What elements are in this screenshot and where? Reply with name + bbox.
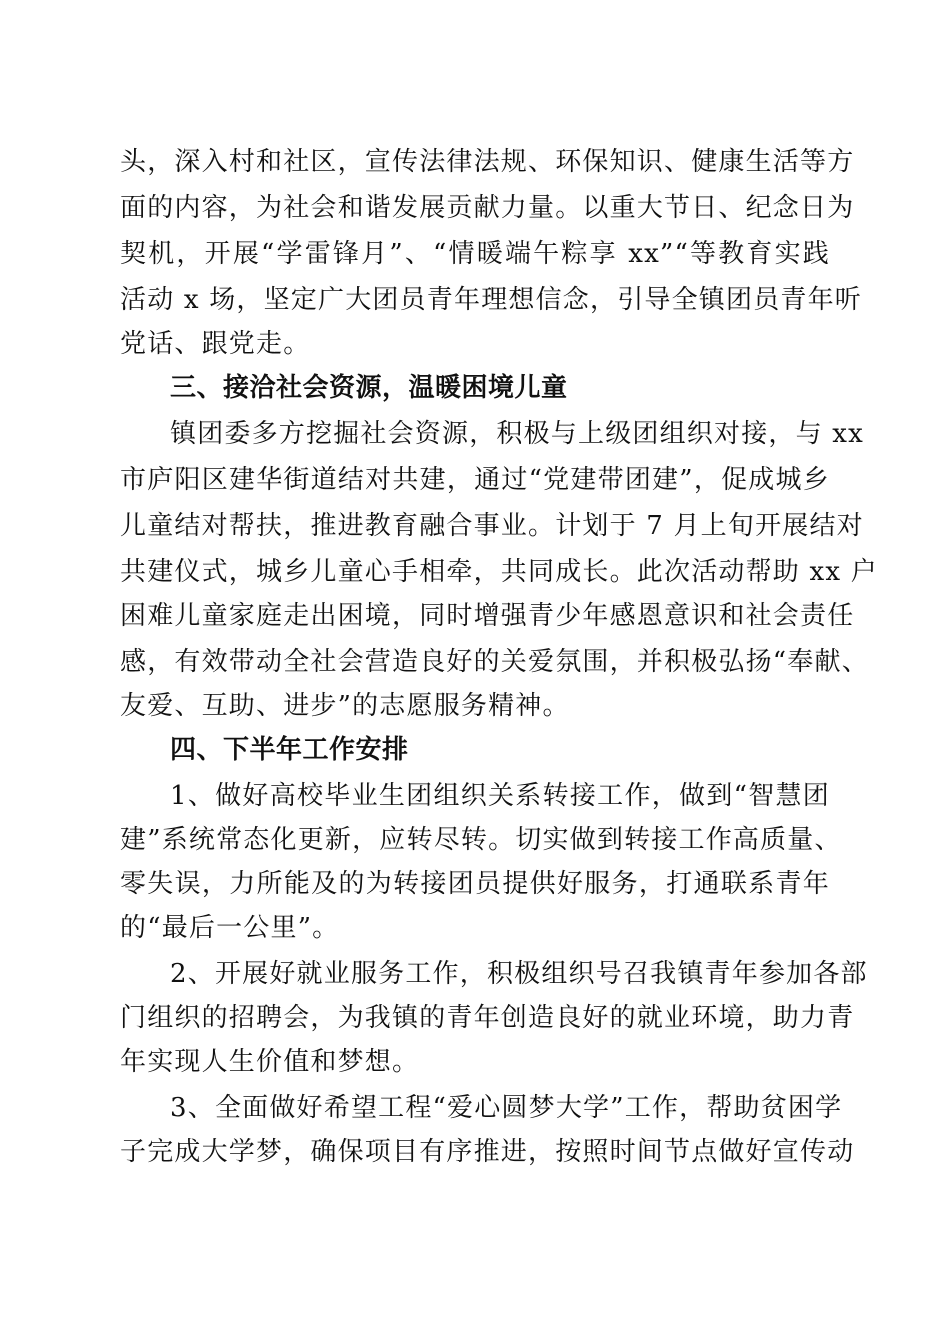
paragraph-line: 感，有效带动全社会营造良好的关爱氛围，并积极弘扬“奉献、 bbox=[120, 647, 869, 677]
paragraph-line: 共建仪式，城乡儿童心手相牵，共同成长。此次活动帮助 xx 户 bbox=[120, 557, 878, 587]
paragraph-line: 头，深入村和社区，宣传法律法规、环保知识、健康生活等方 bbox=[120, 147, 855, 177]
list-item-line: 1、做好高校毕业生团组织关系转接工作，做到“智慧团 bbox=[170, 781, 830, 811]
list-item-line: 门组织的招聘会，为我镇的青年创造良好的就业环境，助力青 bbox=[120, 1003, 855, 1033]
paragraph-line: 活动 x 场，坚定广大团员青年理想信念，引导全镇团员青年听 bbox=[120, 285, 862, 315]
list-item-line: 子完成大学梦，确保项目有序推进，按照时间节点做好宣传动 bbox=[120, 1137, 855, 1167]
paragraph-line: 党话、跟党走。 bbox=[120, 329, 311, 359]
paragraph-line: 市庐阳区建华街道结对共建，通过“党建带团建”，促成城乡 bbox=[120, 465, 830, 495]
list-item-line: 2、开展好就业服务工作，积极组织号召我镇青年参加各部 bbox=[170, 959, 868, 989]
list-item-line: 3、全面做好希望工程“爱心圆梦大学”工作，帮助贫困学 bbox=[170, 1093, 843, 1123]
list-item-line: 零失误，力所能及的为转接团员提供好服务，打通联系青年 bbox=[120, 869, 830, 899]
list-item-line: 的“最后一公里”。 bbox=[120, 913, 340, 943]
section-heading-3: 三、接洽社会资源，温暖困境儿童 bbox=[170, 373, 568, 403]
list-item-line: 年实现人生价值和梦想。 bbox=[120, 1047, 420, 1077]
paragraph-line: 友爱、互助、进步”的志愿服务精神。 bbox=[120, 691, 570, 721]
paragraph-line: 儿童结对帮扶，推进教育融合事业。计划于 7 月上旬开展结对 bbox=[120, 511, 864, 541]
paragraph-line: 困难儿童家庭走出困境，同时增强青少年感恩意识和社会责任 bbox=[120, 601, 855, 631]
paragraph-line: 镇团委多方挖掘社会资源，积极与上级团组织对接，与 xx bbox=[170, 419, 864, 449]
list-item-line: 建”系统常态化更新，应转尽转。切实做到转接工作高质量、 bbox=[120, 825, 842, 855]
section-heading-4: 四、下半年工作安排 bbox=[170, 735, 409, 765]
paragraph-line: 面的内容，为社会和谐发展贡献力量。以重大节日、纪念日为 bbox=[120, 193, 855, 223]
paragraph-line: 契机，开展“学雷锋月”、“情暖端午粽享 xx”“等教育实践 bbox=[120, 239, 830, 269]
